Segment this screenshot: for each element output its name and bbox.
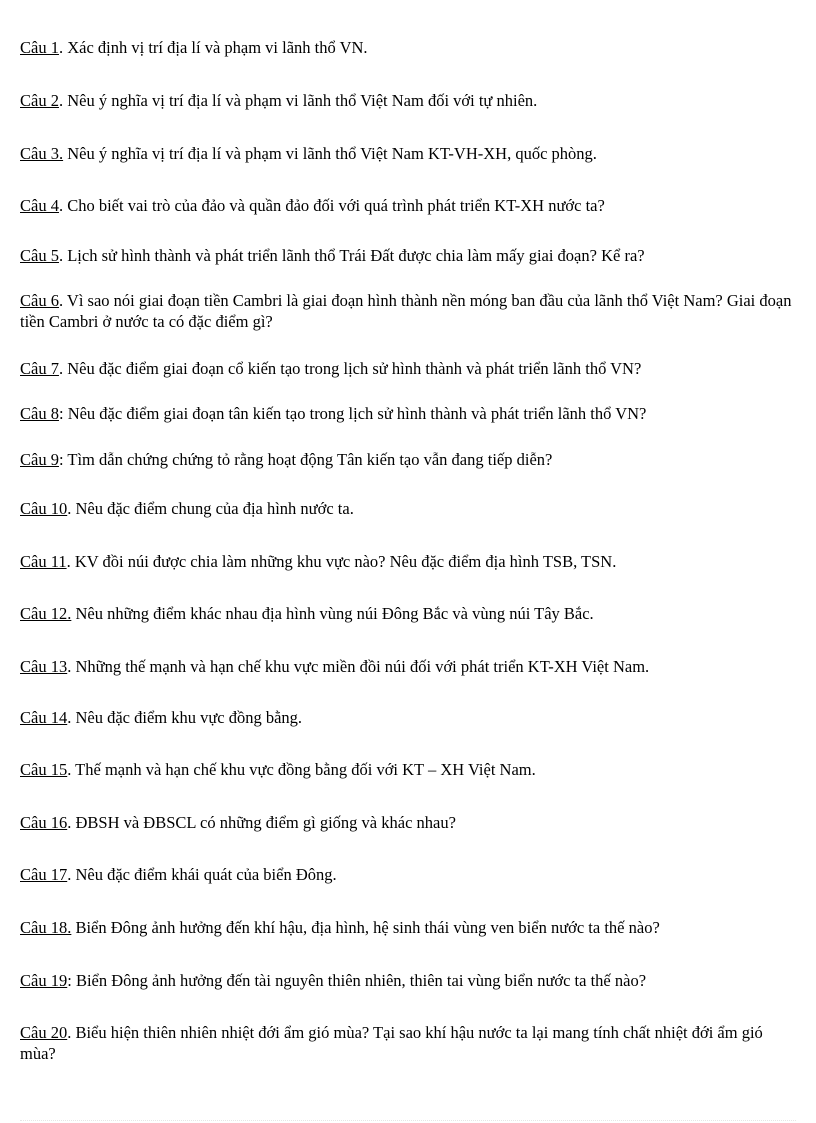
question-6 xyxy=(20,290,796,332)
question-text: Nêu đặc điểm chung của địa hình nước ta. xyxy=(75,498,354,518)
question-3 xyxy=(20,143,796,164)
question-text: Nêu đặc điểm khái quát của biển Đông. xyxy=(75,864,337,884)
question-separator: : xyxy=(58,403,68,423)
question-label: Câu 6 xyxy=(20,290,59,310)
question-label: Câu 10 xyxy=(20,498,68,518)
question-text: Nêu ý nghĩa vị trí địa lí và phạm vi lãnh thổ Việt Nam KT-VH-XH, quốc phòng. xyxy=(67,143,597,163)
question-9 xyxy=(20,449,796,470)
question-text: Cho biết vai trò của đảo và quần đảo đối với quá trình phát triển KT-XH nước ta? xyxy=(67,195,605,215)
question-7 xyxy=(20,358,796,379)
question-12 xyxy=(20,603,796,624)
question-10 xyxy=(20,498,796,519)
question-text: Biển Đông ảnh hưởng đến tài nguyên thiên nhiên, thiên tai vùng biển nước ta thế nào? xyxy=(75,970,647,990)
question-label: Câu 13 xyxy=(20,656,68,676)
question-label: Câu 15 xyxy=(20,759,68,779)
question-text: ĐBSH và ĐBSCL có những điểm gì giống và khác nhau? xyxy=(75,812,456,832)
question-separator: . xyxy=(67,656,76,676)
question-label: Câu 11 xyxy=(20,551,67,571)
question-text: Nêu đặc điểm giai đoạn tân kiến tạo trong lịch sử hình thành và phát triển lãnh thổ VN? xyxy=(67,403,647,423)
question-label: Câu 12. xyxy=(20,603,72,623)
question-11 xyxy=(20,551,796,572)
question-label: Câu 9 xyxy=(20,449,59,469)
question-5 xyxy=(20,245,796,266)
question-separator: . xyxy=(67,864,76,884)
question-label: Câu 8 xyxy=(20,403,59,423)
question-separator: . xyxy=(58,358,68,378)
question-separator: . xyxy=(67,707,76,727)
question-1 xyxy=(20,37,796,58)
question-separator: . xyxy=(58,245,68,265)
question-label: Câu 18. xyxy=(20,917,72,937)
question-label: Câu 2 xyxy=(20,90,59,110)
page-bottom-divider xyxy=(20,1120,796,1121)
question-text: Nêu ý nghĩa vị trí địa lí và phạm vi lãnh thổ Việt Nam đối với tự nhiên. xyxy=(67,90,538,110)
question-16 xyxy=(20,812,796,833)
question-text: Nêu đặc điểm giai đoạn cổ kiến tạo trong lịch sử hình thành và phát triển lãnh thổ VN? xyxy=(67,358,642,378)
question-separator: . xyxy=(67,812,76,832)
question-text: Nêu những điểm khác nhau địa hình vùng núi Đông Bắc và vùng núi Tây Bắc. xyxy=(75,603,594,623)
question-separator: . xyxy=(67,759,76,779)
question-separator: . xyxy=(67,498,76,518)
question-text: Lịch sử hình thành và phát triển lãnh thổ Trái Đất được chia làm mấy giai đoạn? Kể ra? xyxy=(67,245,645,265)
question-separator: : xyxy=(67,970,76,990)
question-15 xyxy=(20,759,796,780)
question-label: Câu 1 xyxy=(20,37,59,57)
question-label: Câu 19 xyxy=(20,970,68,990)
question-label: Câu 3. xyxy=(20,143,64,163)
question-separator: : xyxy=(58,449,68,469)
question-label: Câu 20 xyxy=(20,1022,68,1042)
question-separator: . xyxy=(58,290,67,310)
question-label: Câu 7 xyxy=(20,358,59,378)
question-text: Những thế mạnh và hạn chế khu vực miền đồi núi đối với phát triển KT-XH Việt Nam. xyxy=(75,656,650,676)
question-text: Vì sao nói giai đoạn tiền Cambri là giai đoạn hình thành nền móng ban đầu của lãnh thổ Việt Nam? Giai đoạn tiền Cambri ở nước ta có đặc điểm gì? xyxy=(20,290,792,331)
question-text: Tìm dẫn chứng chứng tỏ rằng hoạt động Tân kiến tạo vẫn đang tiếp diễn? xyxy=(67,449,553,469)
question-label: Câu 4 xyxy=(20,195,59,215)
question-separator: . xyxy=(58,37,68,57)
question-17 xyxy=(20,864,796,885)
question-separator: . xyxy=(66,551,75,571)
question-8 xyxy=(20,403,796,424)
question-separator: . xyxy=(58,90,68,110)
question-13 xyxy=(20,656,796,677)
question-separator: . xyxy=(58,195,68,215)
question-separator: . xyxy=(67,1022,76,1042)
question-18 xyxy=(20,917,796,938)
question-text: Biển Đông ảnh hưởng đến khí hậu, địa hình, hệ sinh thái vùng ven biển nước ta thế nào? xyxy=(75,917,660,937)
question-14 xyxy=(20,707,796,728)
question-20 xyxy=(20,1022,796,1064)
question-label: Câu 5 xyxy=(20,245,59,265)
question-text: Thế mạnh và hạn chế khu vực đồng bằng đối với KT – XH Việt Nam. xyxy=(75,759,536,779)
question-2 xyxy=(20,90,796,111)
question-text: Biểu hiện thiên nhiên nhiệt đới ẩm gió mùa? Tại sao khí hậu nước ta lại mang tính chất nhiệt đới ẩm gió mùa? xyxy=(20,1022,763,1063)
question-text: Nêu đặc điểm khu vực đồng bằng. xyxy=(75,707,303,727)
question-label: Câu 14 xyxy=(20,707,68,727)
question-label: Câu 17 xyxy=(20,864,68,884)
question-label: Câu 16 xyxy=(20,812,68,832)
question-text: Xác định vị trí địa lí và phạm vi lãnh thổ VN. xyxy=(67,37,368,57)
question-19 xyxy=(20,970,796,991)
question-text: KV đồi núi được chia làm những khu vực nào? Nêu đặc điểm địa hình TSB, TSN. xyxy=(74,551,617,571)
question-4 xyxy=(20,195,796,216)
